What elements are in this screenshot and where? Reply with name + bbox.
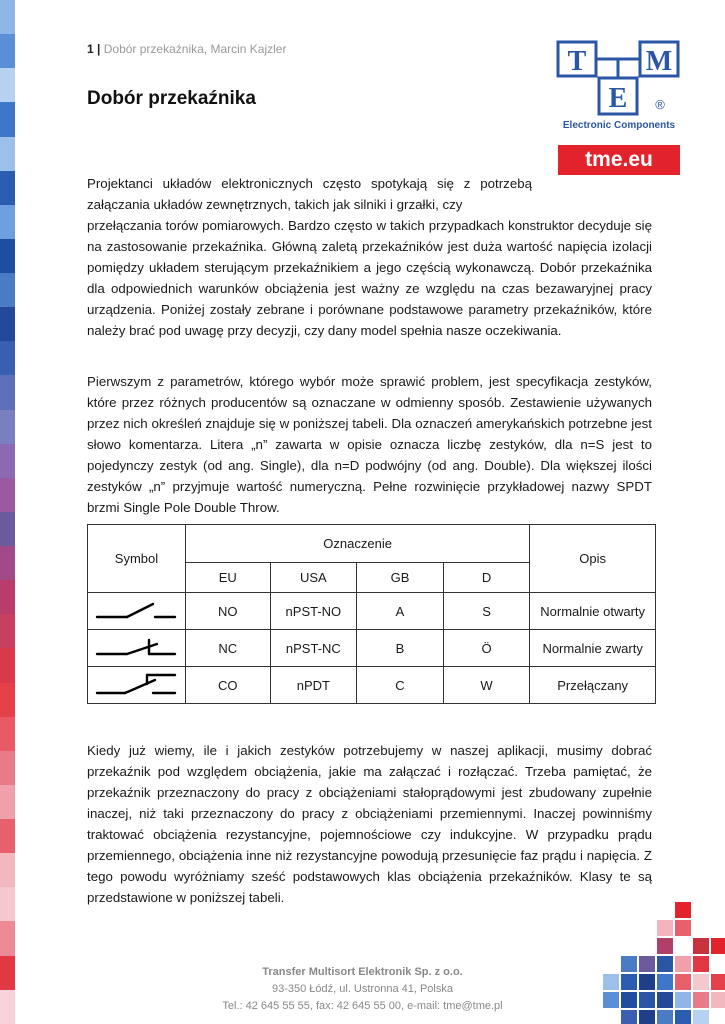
cell-usa: nPST-NO xyxy=(270,593,357,630)
nc-contact-symbol-icon xyxy=(93,635,179,661)
cell-gb: C xyxy=(357,667,444,704)
table-row xyxy=(88,593,656,630)
decorative-square xyxy=(675,920,691,936)
strip-segment xyxy=(0,683,15,717)
decorative-square xyxy=(675,902,691,918)
decorative-square xyxy=(657,1010,673,1024)
designation-header: Oznaczenie xyxy=(185,525,529,563)
cell-eu: NC xyxy=(185,630,270,667)
logo-letter-e: E xyxy=(608,83,628,114)
strip-segment xyxy=(0,614,15,648)
table-row xyxy=(88,630,656,667)
cell-description: Przełączany xyxy=(530,667,656,704)
cell-d: Ö xyxy=(443,630,530,667)
strip-segment xyxy=(0,751,15,785)
strip-segment xyxy=(0,512,15,546)
tme-url-badge: tme.eu xyxy=(558,145,680,175)
cell-eu: CO xyxy=(185,667,270,704)
header-separator: | xyxy=(97,42,101,56)
strip-segment xyxy=(0,717,15,751)
strip-segment xyxy=(0,273,15,307)
strip-segment xyxy=(0,853,15,887)
strip-segment xyxy=(0,239,15,273)
column-header-eu: EU xyxy=(185,563,270,593)
strip-segment xyxy=(0,375,15,409)
column-header-usa: USA xyxy=(270,563,357,593)
tme-logo-mark xyxy=(556,40,682,132)
tme-logo xyxy=(556,40,682,137)
cell-description: Normalnie zwarty xyxy=(530,630,656,667)
strip-segment xyxy=(0,137,15,171)
decorative-square xyxy=(711,938,725,954)
strip-segment xyxy=(0,171,15,205)
decorative-square xyxy=(693,938,709,954)
document-title: Dobór przekaźnika xyxy=(87,88,256,109)
running-title: Dobór przekaźnika, Marcin Kajzler xyxy=(103,42,287,56)
strip-segment xyxy=(0,205,15,239)
intro-paragraph-continued: przełączania torów pomiarowych. Bardzo często w takich przypadkach konstruktor decyduje się na zastosowanie przekaźnika. Główną zaletą przekaźników jest duża wartość napięcia izolacji pomiędzy układem sterującym przekaźnikiem a jego częścią wykonawczą. Dobór przekaźnika dla odpowiednich warunków obciążenia jest ważny ze względu na czas bezawaryjnej pracy urządzenia. Poniżej zostały zebrane i porównane podstawowe parametry przekaźników, które należy brać pod uwagę przy decyzji, czy dany model spełnia nasze oczekiwania. xyxy=(87,218,652,338)
column-header-d: D xyxy=(443,563,530,593)
load-paragraph: Kiedy już wiemy, ile i jakich zestyków potrzebujemy w naszej aplikacji, musimy dobrać przekaźnik pod względem obciążenia, jakie ma załączać i rozłączać. Trzeba pamiętać, że przekaźnik przeznaczony do pracy z obciążeniami stałoprądowymi jest zbudowany zupełnie inaczej, niż taki przeznaczony do pracy z obciążeniami przemiennymi. Inaczej powinniśmy traktować obciążenia rezystancyjne, pojemnościowe czy indukcyjne. W przypadku prądu przemiennego, obciążenia inne niż rezystancyjne powodują przesunięcie faz prądu i napięcia. Z tego powodu wyróżniamy sześć podstawowych klas obciążenia przekaźników. Klasy te są przedstawione w poniższej tabeli. xyxy=(87,743,652,905)
cell-d: W xyxy=(443,667,530,704)
running-header xyxy=(87,42,286,56)
strip-segment xyxy=(0,887,15,921)
strip-segment xyxy=(0,341,15,375)
cell-usa: nPST-NC xyxy=(270,630,357,667)
footer-address: 93-350 Łódź, ul. Ustronna 41, Polska xyxy=(271,983,453,995)
cell-gb: B xyxy=(357,630,444,667)
nc-contact-symbol xyxy=(88,630,186,667)
intro-paragraph-start: Projektanci układów elektronicznych często spotykają się z potrzebą załączania układów zewnętrznych, takich jak silniki i grzałki, czy xyxy=(87,176,532,212)
page-number: 1 xyxy=(87,42,94,56)
contacts-paragraph: Pierwszym z parametrów, którego wybór może sprawić problem, jest specyfikacja zestyków, które przez różnych producentów są oznaczane w odmienny sposób. Zestawienie używanych przez nich określeń znajduje się w poniższej tabeli. Dla oznaczeń amerykańskich potrzebne jest słowo komentarza. Litera „n” zawarta w opisie oznacza liczbę zestyków, dla n=S jest to pojedynczy zestyk (od ang. Single), dla n=D podwójny (od ang. Double). Dla większej ilości zestyków „n” przyjmuje wartość numeryczną. Pełne rozwinięcie przykładowej nazwy SPDT brzmi Single Pole Double Throw. xyxy=(87,374,652,515)
strip-segment xyxy=(0,546,15,580)
column-header-gb: GB xyxy=(357,563,444,593)
strip-segment xyxy=(0,580,15,614)
description-header: Opis xyxy=(530,525,656,593)
decorative-square xyxy=(693,1010,709,1024)
strip-segment xyxy=(0,0,15,34)
decorative-square xyxy=(621,1010,637,1024)
strip-segment xyxy=(0,102,15,136)
strip-segment xyxy=(0,648,15,682)
strip-segment xyxy=(0,68,15,102)
strip-segment xyxy=(0,444,15,478)
co-contact-symbol-icon xyxy=(93,671,179,699)
symbol-header: Symbol xyxy=(88,525,186,593)
registered-mark: ® xyxy=(655,97,665,112)
strip-segment xyxy=(0,478,15,512)
left-color-strip xyxy=(0,0,15,1024)
decorative-square xyxy=(657,920,673,936)
logo-tagline: Electronic Components xyxy=(562,120,676,131)
strip-segment xyxy=(0,785,15,819)
cell-description: Normalnie otwarty xyxy=(530,593,656,630)
cell-usa: nPDT xyxy=(270,667,357,704)
table-row xyxy=(88,667,656,704)
table-header-row xyxy=(88,525,656,563)
cell-eu: NO xyxy=(185,593,270,630)
footer-company: Transfer Multisort Elektronik Sp. z o.o. xyxy=(262,966,463,978)
decorative-square xyxy=(657,938,673,954)
no-contact-symbol xyxy=(88,593,186,630)
logo-letter-t: T xyxy=(567,46,587,77)
decorative-square xyxy=(675,1010,691,1024)
strip-segment xyxy=(0,819,15,853)
logo-letter-m: M xyxy=(645,46,673,77)
strip-segment xyxy=(0,410,15,444)
cell-d: S xyxy=(443,593,530,630)
footer-contact: Tel.: 42 645 55 55, fax: 42 645 55 00, e-mail: tme@tme.pl xyxy=(222,1000,503,1012)
decorative-square xyxy=(639,1010,655,1024)
contacts-table xyxy=(87,524,656,704)
co-contact-symbol xyxy=(88,667,186,704)
strip-segment xyxy=(0,921,15,955)
strip-segment xyxy=(0,307,15,341)
cell-gb: A xyxy=(357,593,444,630)
strip-segment xyxy=(0,34,15,68)
no-contact-symbol-icon xyxy=(93,598,179,624)
